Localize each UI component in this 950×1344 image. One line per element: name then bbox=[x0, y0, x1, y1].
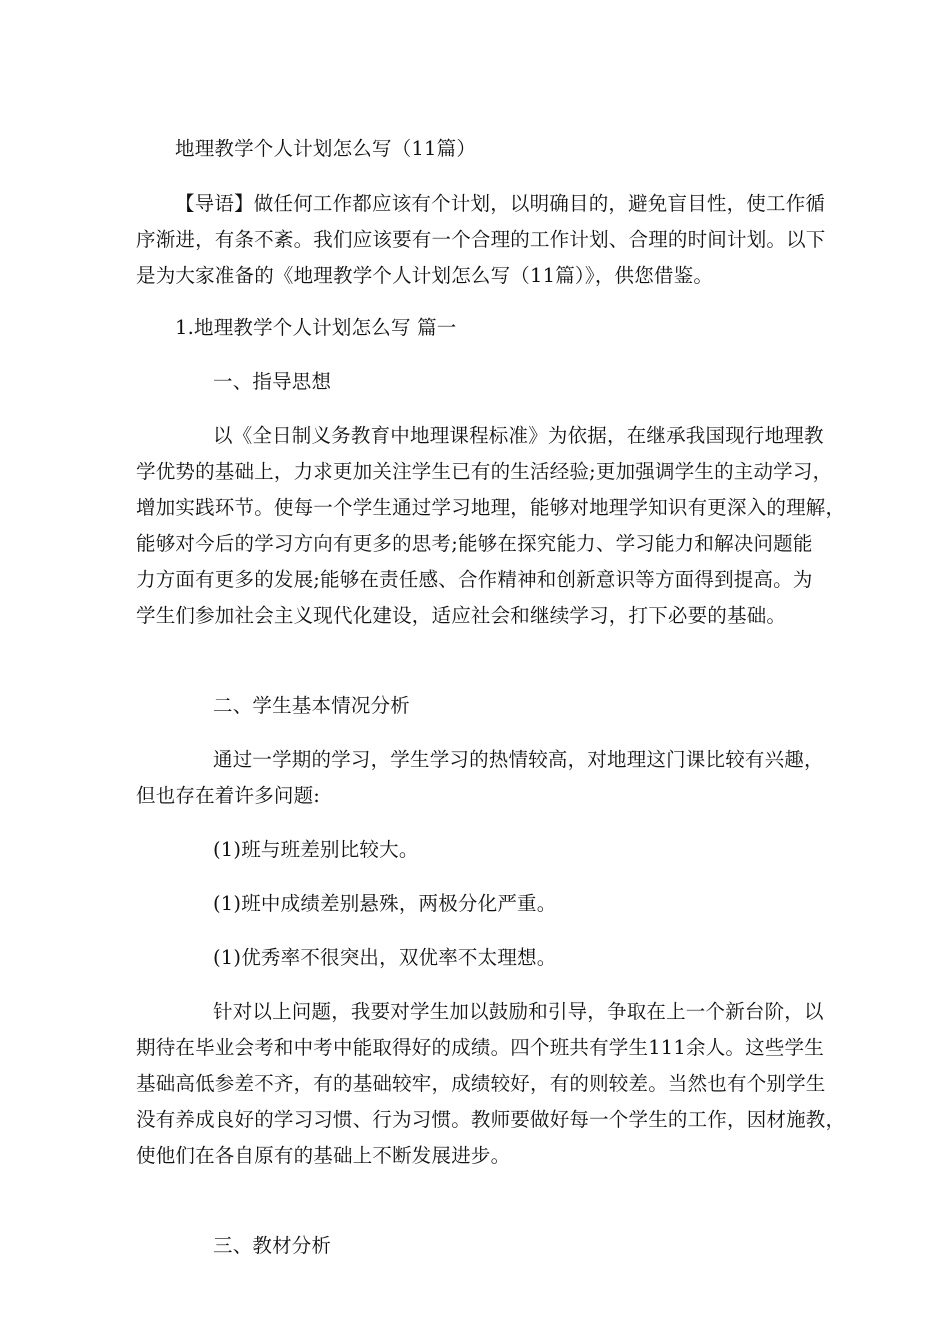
para3-line-2: 期待在毕业会考和中考中能取得好的成绩。四个班共有学生111余人。这些学生 bbox=[136, 1036, 824, 1059]
lead-line-2: 序渐进，有条不紊。我们应该要有一个合理的工作计划、合理的时间计划。以下 bbox=[136, 228, 826, 251]
list-item: (1)优秀率不很突出，双优率不太理想。 bbox=[213, 946, 557, 969]
lead-line-1: 【导语】做任何工作都应该有个计划，以明确目的，避免盲目性，使工作循 bbox=[175, 192, 826, 215]
para1-line-5: 力方面有更多的发展;能够在责任感、合作精神和创新意识等方面得到提高。为 bbox=[136, 568, 813, 591]
para2-line-2: 但也存在着许多问题: bbox=[136, 784, 321, 807]
heading-student-analysis: 二、学生基本情况分析 bbox=[213, 694, 411, 717]
document-title: 地理教学个人计划怎么写（11篇） bbox=[175, 137, 477, 160]
para1-line-2: 学优势的基础上，力求更加关注学生已有的生活经验;更加强调学生的主动学习， bbox=[136, 460, 833, 483]
list-item: (1)班中成绩差别悬殊，两极分化严重。 bbox=[213, 892, 557, 915]
list-item: (1)班与班差别比较大。 bbox=[213, 838, 419, 861]
para3-line-5: 使他们在各自原有的基础上不断发展进步。 bbox=[136, 1144, 511, 1167]
para3-line-3: 基础高低参差不齐，有的基础较牢，成绩较好，有的则较差。当然也有个别学生 bbox=[136, 1072, 826, 1095]
lead-line-3: 是为大家准备的《地理教学个人计划怎么写（11篇）》，供您借鉴。 bbox=[136, 264, 714, 287]
para1-line-6: 学生们参加社会主义现代化建设，适应社会和继续学习，打下必要的基础。 bbox=[136, 604, 787, 627]
section-title: 1.地理教学个人计划怎么写 篇一 bbox=[175, 316, 457, 339]
heading-guiding-thought: 一、指导思想 bbox=[213, 370, 332, 393]
para3-line-1: 针对以上问题，我要对学生加以鼓励和引导，争取在上一个新台阶，以 bbox=[213, 1000, 824, 1023]
heading-textbook-analysis: 三、教材分析 bbox=[213, 1234, 332, 1257]
para1-line-1: 以《全日制义务教育中地理课程标准》为依据，在继承我国现行地理教 bbox=[213, 424, 824, 447]
para2-line-1: 通过一学期的学习，学生学习的热情较高，对地理这门课比较有兴趣， bbox=[213, 748, 824, 771]
para1-line-3: 增加实践环节。使每一个学生通过学习地理，能够对地理学知识有更深入的理解， bbox=[136, 496, 846, 519]
para3-line-4: 没有养成良好的学习习惯、行为习惯。教师要做好每一个学生的工作，因材施教， bbox=[136, 1108, 846, 1131]
para1-line-4: 能够对今后的学习方向有更多的思考;能够在探究能力、学习能力和解决问题能 bbox=[136, 532, 813, 555]
